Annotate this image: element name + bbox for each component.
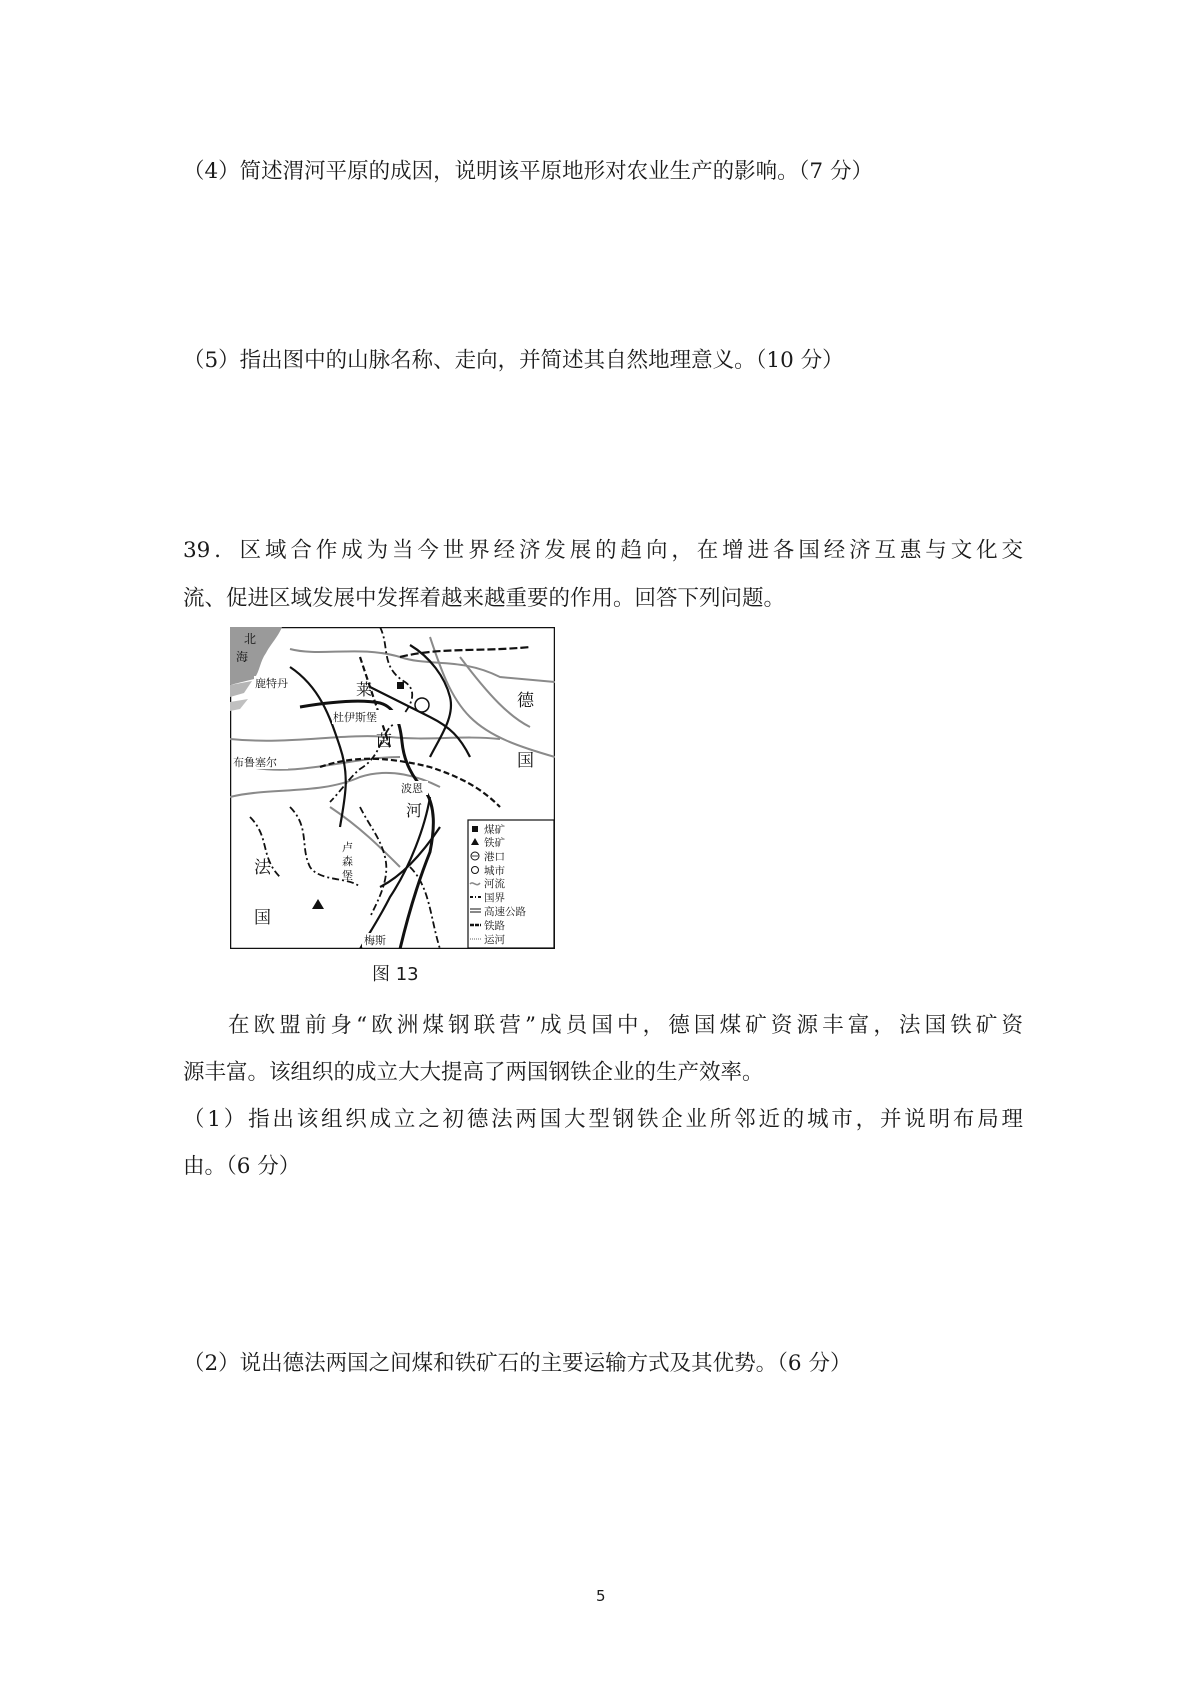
question-5: （5）指出图中的山脉名称、走向，并简述其自然地理意义。（10 分） (183, 348, 844, 373)
legend-label: 城市 (484, 865, 505, 877)
coal-mine-marker (397, 682, 404, 689)
question-39-line-2: 流、促进区域发展中发挥着越来越重要的作用。回答下列问题。 (183, 586, 786, 611)
legend-coal-icon (472, 826, 478, 832)
subquestion-2: （2）说出德法两国之间煤和铁矿石的主要运输方式及其优势。（6 分） (183, 1351, 852, 1376)
city-label-metz: 梅斯 (364, 934, 386, 947)
city-label-duisburg: 杜伊斯堡 (333, 711, 377, 724)
map-figure (230, 627, 555, 949)
legend-label: 铁路 (484, 920, 505, 932)
city-label-luxembourg-2: 森 (342, 855, 353, 868)
legend-label: 港口 (484, 851, 505, 863)
rhine-label-2: 茵 (376, 731, 393, 750)
intro-line-2: 源丰富。该组织的成立大大提高了两国钢铁企业的生产效率。 (183, 1060, 764, 1085)
france-label-2: 国 (254, 908, 271, 928)
rhine-label-1: 莱 (356, 680, 373, 699)
question-4: （4）简述渭河平原的成因，说明该平原地形对农业生产的影响。（7 分） (183, 159, 873, 184)
legend-label: 国界 (484, 892, 505, 904)
city-label-brussels: 布鲁塞尔 (233, 756, 277, 769)
map-legend (468, 820, 554, 948)
legend-label: 高速公路 (484, 906, 526, 918)
page-number: 5 (596, 1587, 606, 1605)
legend-label: 铁矿 (484, 837, 505, 849)
rhine-label-3: 河 (406, 801, 423, 820)
figure-caption: 图 13 (372, 964, 419, 985)
subquestion-1-line-2: 由。（6 分） (183, 1154, 301, 1179)
city-label-luxembourg-3: 堡 (342, 869, 353, 882)
sea-label-1: 北 (244, 632, 257, 646)
legend-label: 河流 (484, 878, 505, 890)
germany-label-2: 国 (517, 751, 534, 771)
legend-label: 煤矿 (484, 824, 505, 836)
question-39-line-1: 39．区域合作成为当今世界经济发展的趋向，在增进各国经济互惠与文化交 (183, 538, 1023, 563)
city-label-bonn: 波恩 (401, 782, 423, 795)
intro-line-1: 在欧盟前身“欧洲煤钢联营”成员国中，德国煤矿资源丰富，法国铁矿资 (228, 1013, 1023, 1038)
france-label-1: 法 (254, 858, 271, 878)
city-label-luxembourg-1: 卢 (342, 841, 353, 854)
subquestion-1-line-1: （1）指出该组织成立之初德法两国大型钢铁企业所邻近的城市，并说明布局理 (183, 1107, 1023, 1132)
legend-label: 运河 (484, 934, 505, 946)
sea-label-2: 海 (236, 650, 249, 664)
city-label-rotterdam: 鹿特丹 (255, 677, 288, 690)
germany-label-1: 德 (517, 691, 534, 711)
